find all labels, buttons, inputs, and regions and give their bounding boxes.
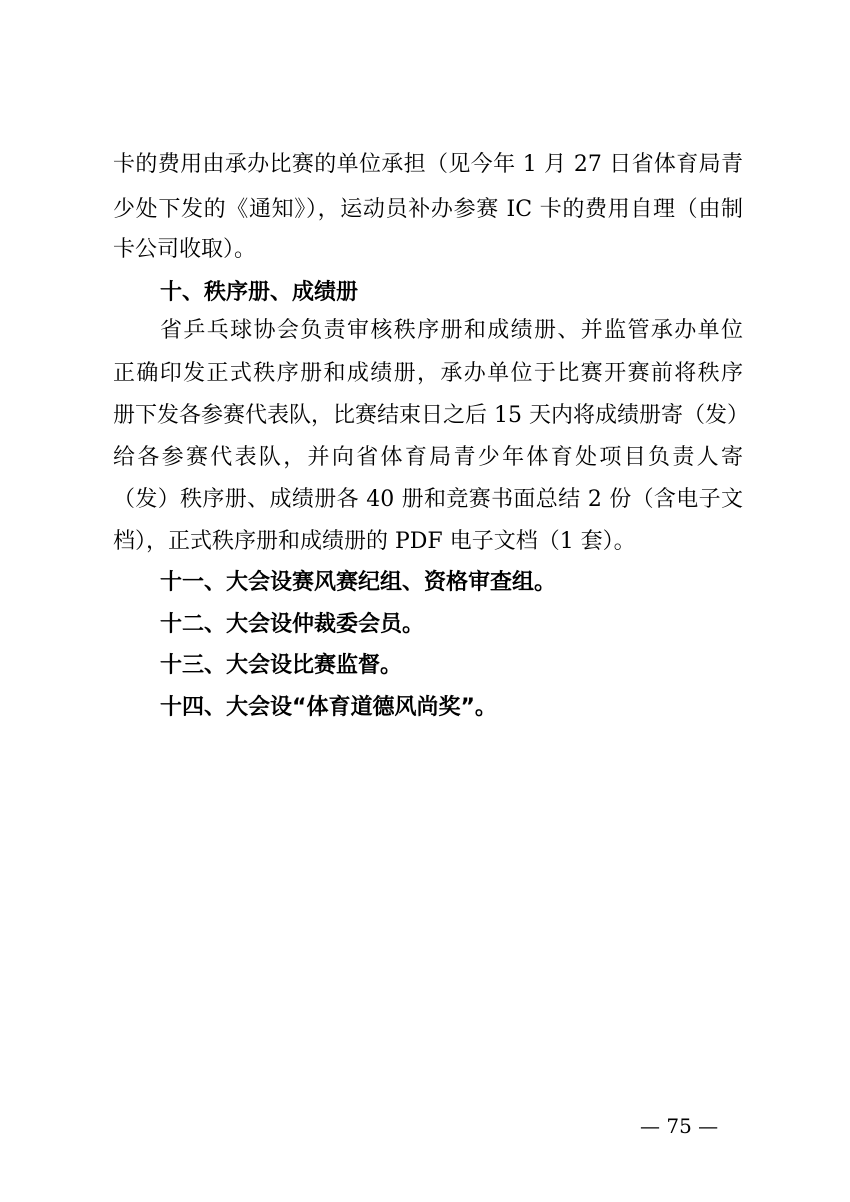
section-heading-10: 十、秩序册、成绩册: [160, 280, 359, 305]
paragraph-line: 给各参赛代表队，并向省体育局青少年体育处项目负责人寄: [113, 445, 743, 470]
page-number: — 75 —: [640, 1114, 719, 1138]
paragraph-line: 册下发各参赛代表队，比赛结束日之后 15 天内将成绩册寄（发）: [113, 403, 749, 428]
paragraph-line: 卡的费用由承办比赛的单位承担（见今年 1 月 27 日省体育局青: [113, 152, 743, 177]
paragraph-line: 省乒乓球协会负责审核秩序册和成绩册、并监管承办单位: [160, 318, 743, 343]
section-heading-11: 十一、大会设赛风赛纪组、资格审查组。: [160, 570, 557, 595]
paragraph-line: 正确印发正式秩序册和成绩册，承办单位于比赛开赛前将秩序: [113, 361, 743, 386]
paragraph-line: （发）秩序册、成绩册各 40 册和竞赛书面总结 2 份（含电子文: [113, 487, 743, 512]
paragraph-line: 卡公司收取）。: [113, 237, 257, 262]
section-heading-12: 十二、大会设仲裁委会员。: [160, 612, 425, 637]
section-heading-14: 十四、大会设“体育道德风尚奖”。: [160, 695, 497, 720]
paragraph-line: 档），正式秩序册和成绩册的 PDF 电子文档（1 套）。: [113, 529, 636, 554]
section-heading-13: 十三、大会设比赛监督。: [160, 653, 403, 678]
paragraph-line: 少处下发的《通知》），运动员补办参赛 IC 卡的费用自理（由制: [113, 197, 743, 222]
